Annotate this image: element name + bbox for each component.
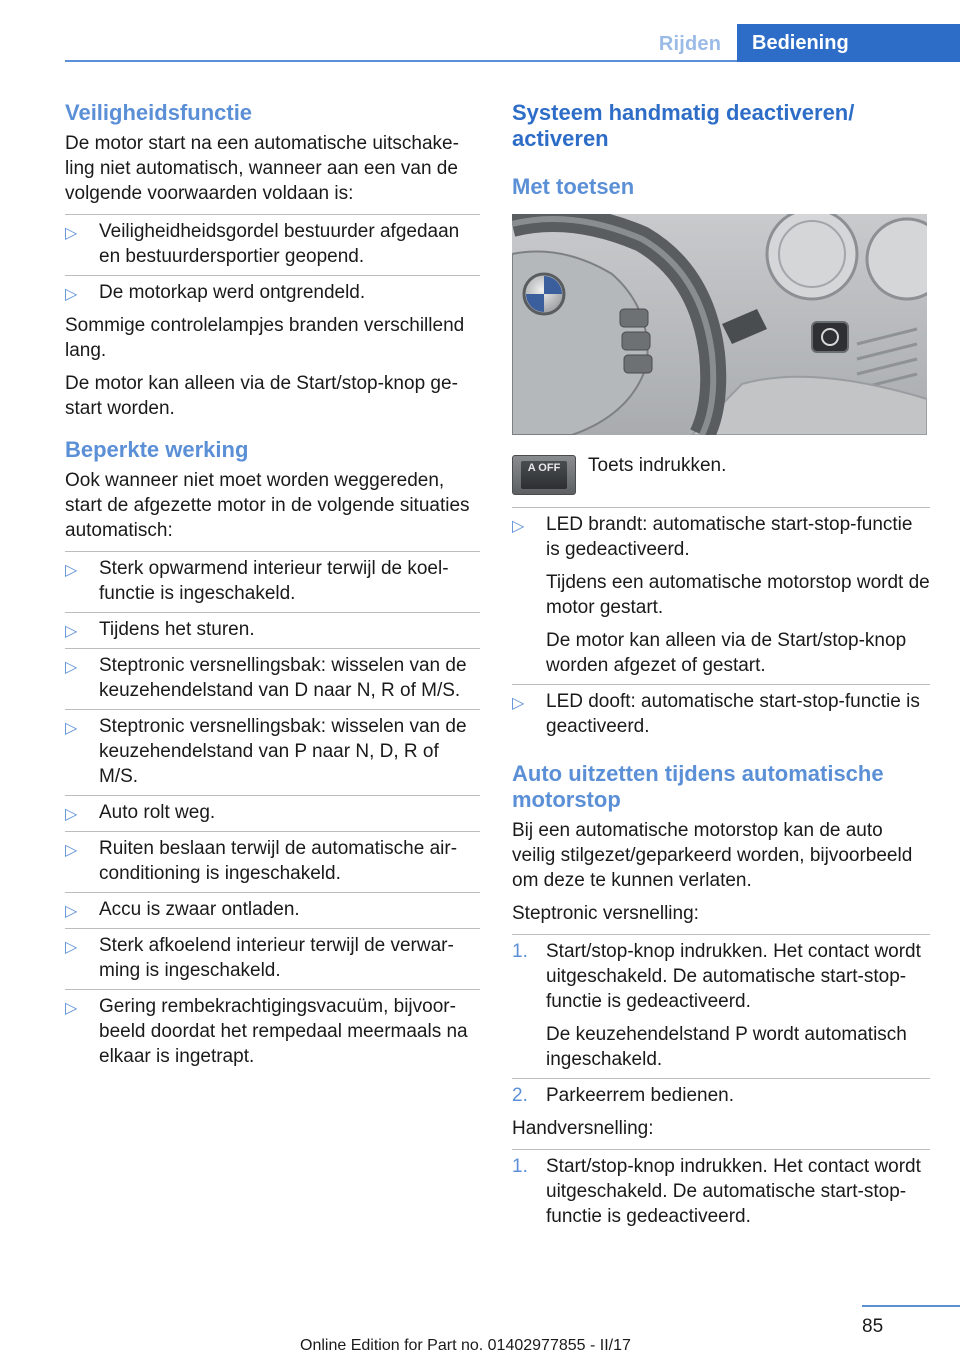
list-item — [65, 612, 480, 648]
triangle-bullet-icon: ▷ — [65, 842, 78, 859]
list-item-continuation: Tijdens een automatische motorstop wordt de motor gestart. — [546, 572, 930, 618]
list-item-text: Auto rolt weg. — [99, 802, 216, 823]
triangle-bullet-icon: ▷ — [65, 562, 78, 579]
numbered-list — [512, 934, 930, 1114]
section-title-veiligheidsfunctie: Veiligheidsfunctie — [65, 100, 253, 125]
button-glyph: A OFF — [527, 462, 561, 474]
triangle-bullet-icon: ▷ — [65, 659, 78, 676]
list-item-text: Steptronic versnellingsbak: wisselen van de keuzehendelstand van P naar N, D, R of M/S. — [99, 716, 467, 787]
edition-footer: Online Edition for Part no. 01402977855 - II/17 — [300, 1337, 631, 1354]
list-item — [512, 934, 930, 1078]
list-item-text: Ruiten beslaan terwijl de automatische airconditioning is ingeschakeld. — [99, 838, 458, 884]
list-item — [512, 1078, 930, 1114]
triangle-bullet-icon: ▷ — [512, 518, 525, 535]
section-title-auto-uitzetten: Auto uitzetten tijdens automatische motorstop — [512, 761, 884, 812]
paragraph: De motor start na een automatische uitschakeling niet automatisch, wanneer aan een van de volgende voorwaarden voldaan is: — [65, 133, 459, 204]
section-title-systeem: Systeem handmatig deactiveren/ activeren — [512, 100, 855, 151]
list-item — [65, 795, 480, 831]
list-item — [512, 507, 930, 684]
left-column — [65, 100, 480, 1075]
list-item-continuation: De motor kan alleen via de Start/stop-knop worden afgezet of gestart. — [546, 630, 907, 676]
numbered-list — [512, 1149, 930, 1235]
list-item — [65, 892, 480, 928]
list-item-text: Parkeerrem bedienen. — [546, 1085, 734, 1106]
tab-rijden[interactable]: Rijden — [658, 33, 722, 55]
button-description-row — [512, 455, 930, 495]
list-item-text: Sterk opwarmend interieur terwijl de koelfunctie is ingeschakeld. — [99, 558, 449, 604]
press-text: Toets indrukken. — [588, 455, 727, 476]
triangle-bullet-icon: ▷ — [65, 806, 78, 823]
list-item-text: De motorkap werd ontgrendeld. — [99, 282, 366, 303]
list-item — [65, 989, 480, 1075]
right-column — [512, 100, 930, 1235]
triangle-bullet-icon: ▷ — [65, 720, 78, 737]
list-item — [65, 928, 480, 989]
paragraph: Ook wanneer niet moet worden weggereden, start de afgezette motor in de volgende situaties automatisch: — [65, 470, 470, 541]
bullet-list — [512, 507, 930, 745]
paragraph: Bij een automatische motorstop kan de auto veilig stilgezet/geparkeerd worden, bijvoorbeeld om deze te kunnen verlaten. — [512, 820, 913, 891]
bullet-list — [65, 214, 480, 311]
list-item-text: LED brandt: automatische start-stop-functie is gedeactiveerd. — [546, 514, 913, 560]
tab-bediening[interactable]: Bediening — [737, 24, 960, 62]
page-number: 85 — [862, 1316, 884, 1337]
subsection-title-met-toetsen: Met toetsen — [512, 174, 635, 199]
list-item — [65, 648, 480, 709]
triangle-bullet-icon: ▷ — [512, 695, 525, 712]
step-number: 1. — [512, 941, 528, 962]
list-item — [65, 214, 480, 275]
list-item — [512, 684, 930, 745]
list-item-text: Start/stop-knop indrukken. Het contact wordt uitgeschakeld. De automatische start-stop-functie is gedeactiveerd. — [546, 1156, 921, 1227]
list-item-text: Veiligheidheidsgordel bestuurder afgedaan en bestuurdersportier geopend. — [99, 221, 460, 267]
list-item — [65, 831, 480, 892]
list-item-text: Accu is zwaar ontladen. — [99, 899, 300, 920]
triangle-bullet-icon: ▷ — [65, 225, 78, 242]
bullet-list — [65, 551, 480, 1075]
step-number: 2. — [512, 1085, 528, 1106]
list-item-text: Steptronic versnellingsbak: wisselen van de keuzehendelstand van D naar N, R of M/S. — [99, 655, 467, 701]
triangle-bullet-icon: ▷ — [65, 939, 78, 956]
list-item — [65, 709, 480, 795]
steering-wheel-photo — [512, 214, 927, 435]
paragraph: Sommige controlelampjes branden verschillend lang. — [65, 315, 465, 361]
list-item — [65, 275, 480, 311]
list-item-text: LED dooft: automatische start-stop-functie is geactiveerd. — [546, 691, 920, 737]
triangle-bullet-icon: ▷ — [65, 903, 78, 920]
list-item-text: Gering rembekrachtigingsvacuüm, bijvoorbeeld doordat het rempedaal meermaals na elkaar is ingetrapt. — [99, 996, 468, 1067]
list-item-continuation: De keuzehendelstand P wordt automatisch ingeschakeld. — [546, 1024, 907, 1070]
section-title-beperkte-werking: Beperkte werking — [65, 437, 249, 462]
manual-label: Handversnelling: — [512, 1118, 654, 1139]
paragraph: De motor kan alleen via de Start/stop-knop gestart worden. — [65, 373, 458, 419]
list-item — [65, 551, 480, 612]
list-item-text: Sterk afkoelend interieur terwijl de verwarming is ingeschakeld. — [99, 935, 454, 981]
triangle-bullet-icon: ▷ — [65, 1000, 78, 1017]
steering-wheel-illustration — [512, 214, 927, 435]
list-item — [512, 1149, 930, 1235]
triangle-bullet-icon: ▷ — [65, 623, 78, 640]
step-number: 1. — [512, 1156, 528, 1177]
auto-start-stop-off-button-icon — [512, 455, 576, 495]
triangle-bullet-icon: ▷ — [65, 286, 78, 303]
list-item-text: Tijdens het sturen. — [99, 619, 255, 640]
steptronic-label: Steptronic versnelling: — [512, 903, 699, 924]
footer-rule — [862, 1305, 960, 1307]
list-item-text: Start/stop-knop indrukken. Het contact wordt uitgeschakeld. De automatische start-stop-functie is gedeactiveerd. — [546, 941, 921, 1012]
